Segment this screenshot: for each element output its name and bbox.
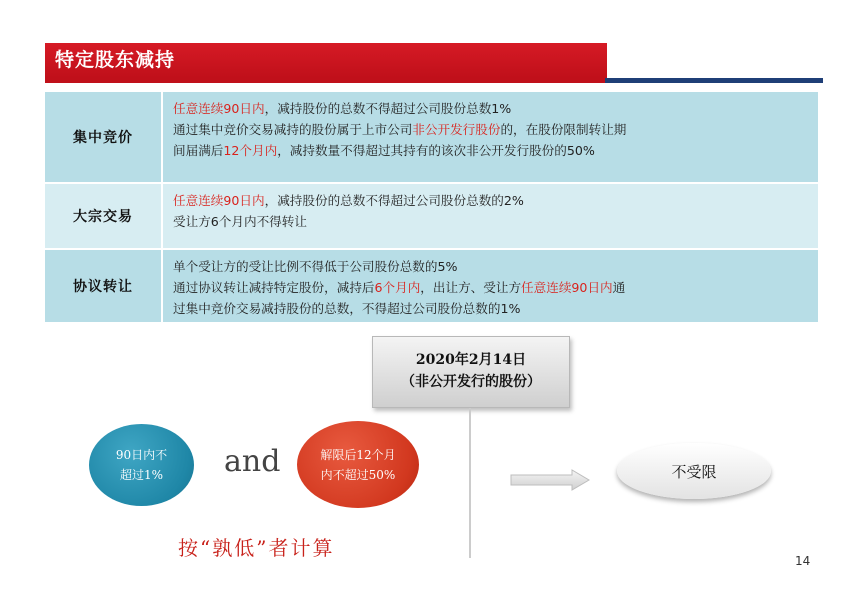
right-arrow-icon xyxy=(510,469,590,491)
highlight-text: 6个月内 xyxy=(374,280,421,295)
circle-text-line: 超过1% xyxy=(119,468,164,482)
row-content xyxy=(163,184,818,248)
body-text: 通过集中竞价交易减持的股份属于上市公司 xyxy=(173,122,413,137)
table-row xyxy=(45,184,818,250)
and-connector: and xyxy=(224,444,281,479)
date-text: 2020年2月14日 xyxy=(415,352,527,368)
row-content xyxy=(163,250,818,322)
body-text: 的，在股份限制转让期 xyxy=(500,122,627,137)
highlight-text: 非公开发行股份 xyxy=(412,122,501,137)
slide-title: 特定股东减持 xyxy=(45,43,607,78)
body-text: 间届满后 xyxy=(173,143,224,158)
date-box xyxy=(372,336,570,408)
row-label: 协议转让 xyxy=(45,250,163,322)
title-divider xyxy=(45,78,823,83)
result-ellipse xyxy=(617,443,771,499)
body-text: ，减持股份的总数不得超过公司股份总数的2% xyxy=(264,193,524,208)
circle-text-line: 90日内不 xyxy=(115,448,168,462)
content-line xyxy=(173,277,810,298)
rules-table xyxy=(45,92,818,324)
share-type-text: （非公开发行的股份） xyxy=(401,374,541,390)
content-line xyxy=(173,98,810,119)
row-label: 大宗交易 xyxy=(45,184,163,248)
highlight-text: 任意连续90日内 xyxy=(173,193,265,208)
row-label: 集中竞价 xyxy=(45,92,163,182)
table-row xyxy=(45,92,818,184)
highlight-text: 任意连续90日内 xyxy=(521,280,613,295)
body-text: ，出让方、受让方 xyxy=(420,280,522,295)
body-text: 受让方6个月内不得转让 xyxy=(173,214,307,229)
condition-circle-90-days xyxy=(89,424,194,506)
content-line xyxy=(173,298,810,319)
circle-text-line: 内不超过50% xyxy=(320,467,396,482)
table-row xyxy=(45,250,818,324)
body-text: 通过协议转让减持特定股份，减持后 xyxy=(173,280,375,295)
highlight-text: 任意连续90日内 xyxy=(173,101,265,116)
content-line xyxy=(173,190,810,211)
row-content xyxy=(163,92,818,182)
highlight-text: 12个月内 xyxy=(223,143,278,158)
content-line xyxy=(173,256,810,277)
page-number: 14 xyxy=(795,554,811,568)
content-line xyxy=(173,211,810,232)
body-text: 通 xyxy=(612,280,626,295)
content-line xyxy=(173,140,810,161)
divider-vertical xyxy=(469,408,471,558)
condition-circle-12-months xyxy=(297,421,419,508)
calculation-note: 按“孰低”者计算 xyxy=(178,536,335,560)
result-text: 不受限 xyxy=(671,462,717,481)
body-text: 过集中竞价交易减持股份的总数，不得超过公司股份总数的1% xyxy=(173,301,521,316)
body-text: ，减持股份的总数不得超过公司股份总数1% xyxy=(264,101,512,116)
body-text: ，减持数量不得超过其持有的该次非公开发行股份的50% xyxy=(277,143,595,158)
body-text: 单个受让方的受让比例不得低于公司股份总数的5% xyxy=(173,259,458,274)
content-line xyxy=(173,119,810,140)
circle-text-line: 解限后12个月 xyxy=(320,447,396,462)
